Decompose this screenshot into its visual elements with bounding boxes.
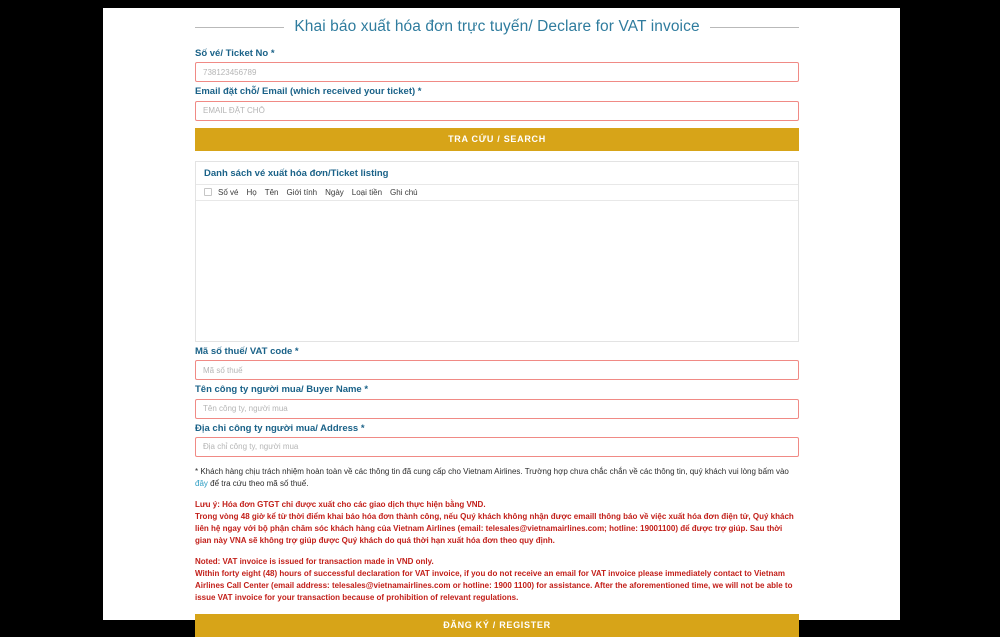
column-header-ngay: Ngày (325, 187, 344, 197)
warning-en-body: Within forty eight (48) hours of successful declaration for VAT invoice, if you do not receive an email for VAT invoice please immediately contact to Vietnam Airlines Call Center (email address: telesales@vietnamairlines.com or hotline: 1900 1100) for assistance. After the aforementioned time, we will not be able to issue VAT invoice for your transaction because of prohibition of relevant regulations. (195, 568, 793, 602)
page-canvas (103, 8, 900, 631)
page-title-row (195, 18, 799, 36)
warning-vi-body: Trong vòng 48 giờ kể từ thời điểm khai báo hóa đơn thành công, nếu Quý khách không nhận được emaill thông báo về việc xuất hóa đơn điện tử, Quý khách liên hệ ngay với bộ phận chăm sóc khách hàng của Vietnam Airlines (email: telesales@vietnamairlines.com; hotline: 19001100) để được trợ giúp. Sau thời gian này VNA sẽ không trợ giúp được Quý khách do quá thời hạn xuất hóa đơn theo quy định. (195, 511, 794, 545)
form-container (195, 18, 799, 637)
warning-note-en (195, 556, 799, 604)
buyer-name-input[interactable] (195, 399, 799, 419)
title-rule-right (710, 27, 799, 28)
ticket-listing-title: Danh sách vé xuất hóa đơn/Ticket listing (196, 162, 798, 185)
address-label: Địa chỉ công ty người mua/ Address * (195, 422, 365, 434)
warning-vi-lead: Lưu ý: Hóa đơn GTGT chỉ được xuất cho các giao dịch thực hiện bằng VND. (195, 499, 486, 509)
warning-en-lead: Noted: VAT invoice is issued for transaction made in VND only. (195, 556, 434, 566)
register-button[interactable]: ĐĂNG KÝ / REGISTER (195, 614, 799, 637)
email-label: Email đặt chỗ/ Email (which received your ticket) * (195, 86, 422, 98)
ticket-listing-panel (195, 161, 799, 342)
email-input[interactable] (195, 101, 799, 121)
column-header-ten: Tên (264, 187, 279, 197)
select-all-checkbox[interactable] (204, 188, 212, 196)
column-header-ho: Họ (246, 187, 257, 197)
column-header-so-ve: Số vé (218, 187, 239, 197)
column-header-loai-tien: Loại tiền (351, 187, 383, 197)
column-header-gioi-tinh: Giới tính (286, 187, 318, 197)
ticket-listing-header-row (196, 185, 798, 201)
ticket-no-input[interactable] (195, 62, 799, 82)
ticket-no-label: Số vé/ Ticket No * (195, 48, 275, 59)
warning-note-vi (195, 499, 799, 547)
buyer-name-label: Tên công ty người mua/ Buyer Name * (195, 384, 369, 396)
vat-code-label: Mã số thuế/ VAT code * (195, 345, 299, 357)
vat-code-input[interactable] (195, 360, 799, 380)
disclaimer-text-part2: để tra cứu theo mã số thuế. (207, 478, 309, 488)
tax-lookup-link[interactable]: đây (195, 478, 208, 488)
search-button[interactable]: TRA CỨU / SEARCH (195, 128, 799, 151)
disclaimer-text-part1: * Khách hàng chịu trách nhiệm hoàn toàn về các thông tin đã cung cấp cho Vietnam Airlines. Trường hợp chưa chắc chắn về các thông tin, quý khách vui lòng bấm vào (195, 466, 789, 476)
column-header-ghi-chu: Ghi chú (390, 187, 418, 197)
title-rule-left (195, 27, 284, 28)
address-input[interactable] (195, 437, 799, 457)
ticket-listing-body (196, 201, 798, 341)
register-button-wrap (195, 614, 799, 637)
disclaimer-note (195, 466, 799, 490)
page-title: Khai báo xuất hóa đơn trực tuyến/ Declare for VAT invoice (294, 18, 700, 35)
